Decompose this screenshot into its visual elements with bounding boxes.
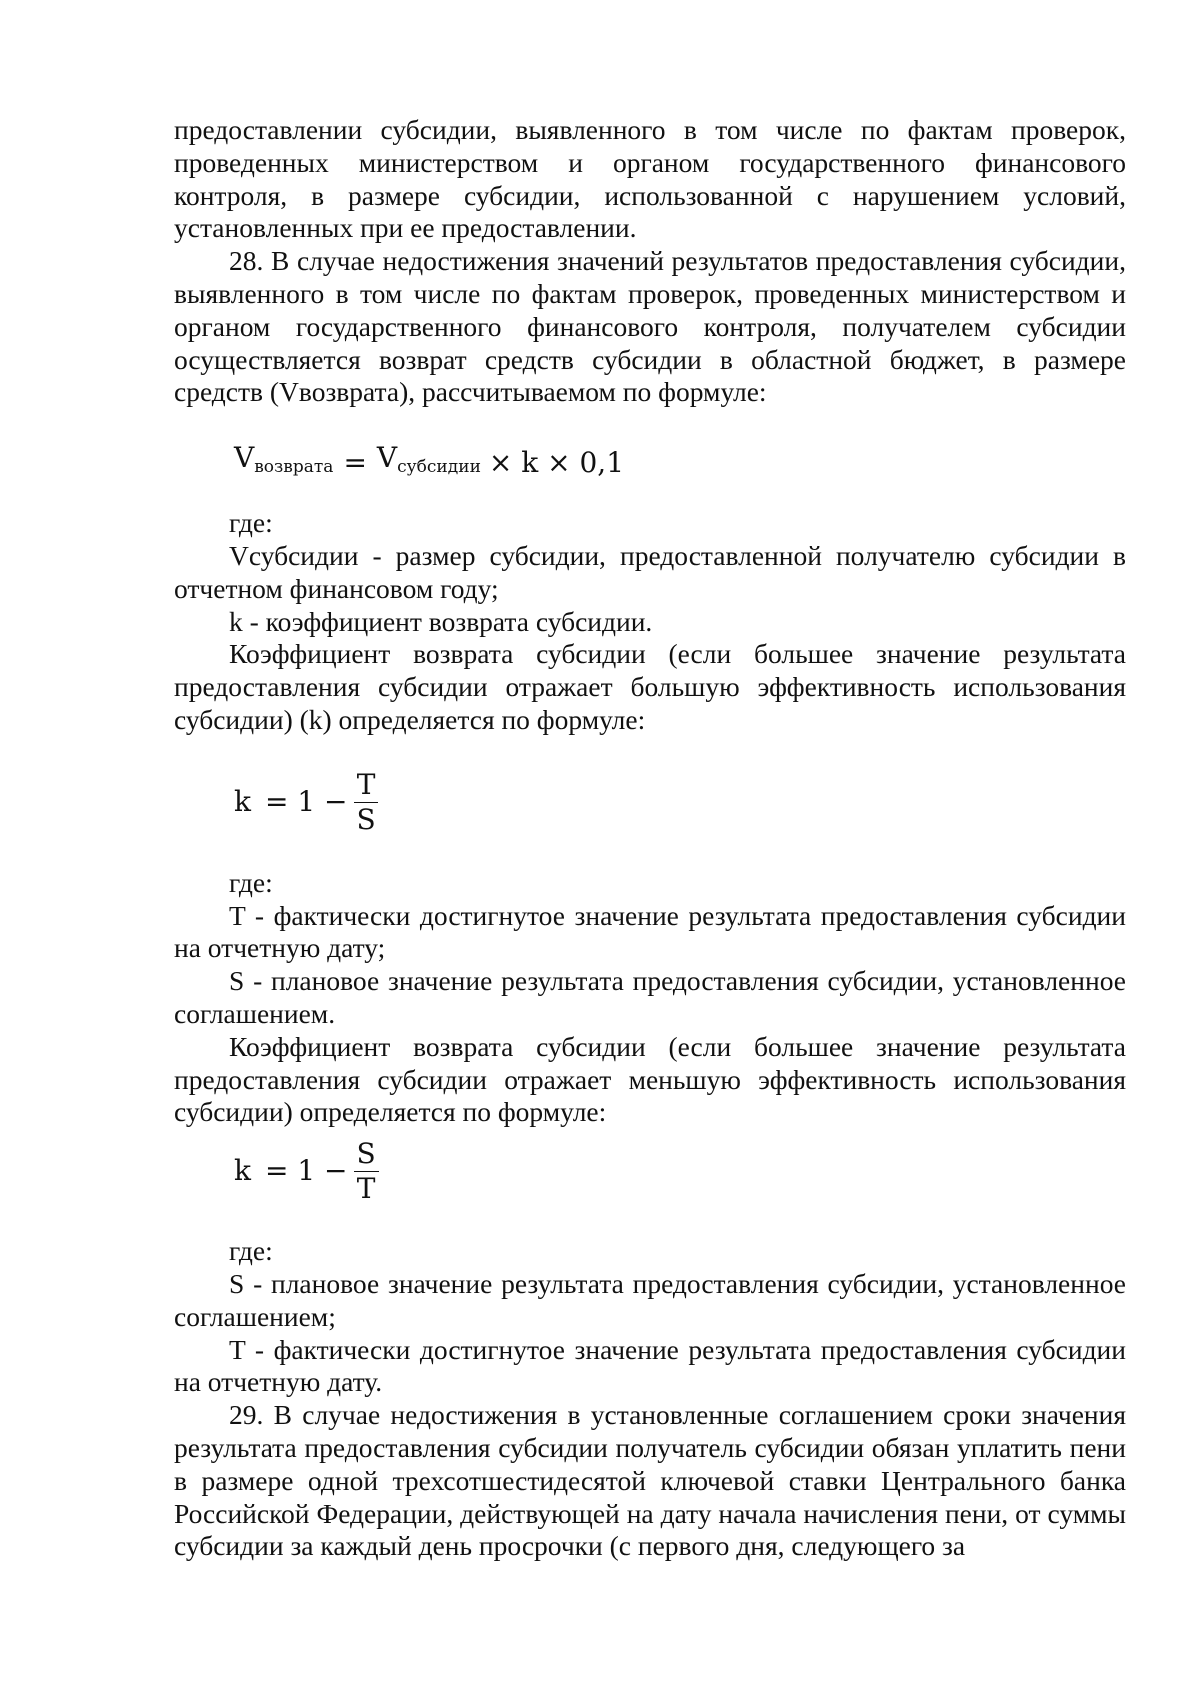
fraction-numerator: T	[354, 768, 379, 803]
formula-rhs: $V_{субсидии}$	[376, 441, 481, 478]
paragraph-coefficient-lesser: Коэффициент возврата субсидии (если большее значение результата предоставления субсидии отражает меньшую эффективность использования субсидии) определяется по формуле:	[174, 1030, 1126, 1128]
definition-v-subsidy: Vсубсидии - размер субсидии, предоставленной получателю субсидии в отчетном финансовом году;	[174, 539, 1126, 604]
formula-k-mid: = 1 −	[264, 1153, 348, 1187]
paragraph-coefficient-greater: Коэффициент возврата субсидии (если большее значение результата предоставления субсидии отражает большую эффективность использования субсидии) (k) определяется по формуле:	[174, 638, 1126, 735]
formula-k-fraction	[354, 768, 379, 837]
document-body	[174, 114, 1126, 1563]
formula-k-greater	[174, 761, 1126, 845]
definition-t: T - фактически достигнутое значение результата предоставления субсидии на отчетную дату;	[174, 899, 1126, 964]
formula-return-amount	[174, 429, 1126, 497]
formula-k-fraction	[354, 1137, 379, 1206]
where-label: где:	[229, 507, 273, 539]
where-label: где:	[229, 1235, 273, 1267]
formula-k-lesser	[174, 1129, 1126, 1213]
definition-s: S - плановое значение результата предоставления субсидии, установленное соглашением;	[174, 1267, 1126, 1332]
formula-lhs: $V_{возврата}$	[234, 441, 334, 478]
formula-equals: =	[343, 445, 367, 479]
fraction-denominator: T	[356, 1171, 376, 1205]
definition-s: S - плановое значение результата предоставления субсидии, установленное соглашением.	[174, 965, 1126, 1029]
fraction-denominator: S	[356, 803, 376, 837]
where-label: где:	[229, 866, 273, 898]
formula-tail: × k × 0,1	[488, 445, 625, 479]
paragraph-28: 28. В случае недостижения значений результатов предоставления субсидии, выявленного в том числе по фактам проверок, проведенных министерством и органом государственного финансового контроля, получателем субсидии осуществляется возврат средств субсидии в областной бюджет, в размере средств (Vвозврата), рассчитываемом по формуле:	[174, 245, 1126, 408]
formula-k-mid: = 1 −	[264, 785, 348, 819]
paragraph-29: 29. В случае недостижения в установленные соглашением сроки значения результата предоставления субсидии получатель субсидии обязан уплатить пени в размере одной трехсотшестидесятой ключевой ставки Центрального банка Российской Федерации, действующей на дату начала начисления пени, от суммы субсидии за каждый день просрочки (с первого дня, следующего за	[174, 1399, 1126, 1562]
definition-t: T - фактически достигнутое значение результата предоставления субсидии на отчетную дату.	[174, 1333, 1126, 1398]
definition-k: k - коэффициент возврата субсидии.	[229, 605, 653, 637]
formula-k-lhs: k	[234, 785, 251, 819]
fraction-numerator: S	[354, 1137, 379, 1172]
paragraph-continuation: предоставлении субсидии, выявленного в том числе по фактам проверок, проведенных министерством и органом государственного финансового контроля, в размере субсидии, использованной с нарушением условий, установленных при ее предоставлении.	[174, 114, 1126, 244]
formula-k-lhs: k	[234, 1153, 251, 1187]
